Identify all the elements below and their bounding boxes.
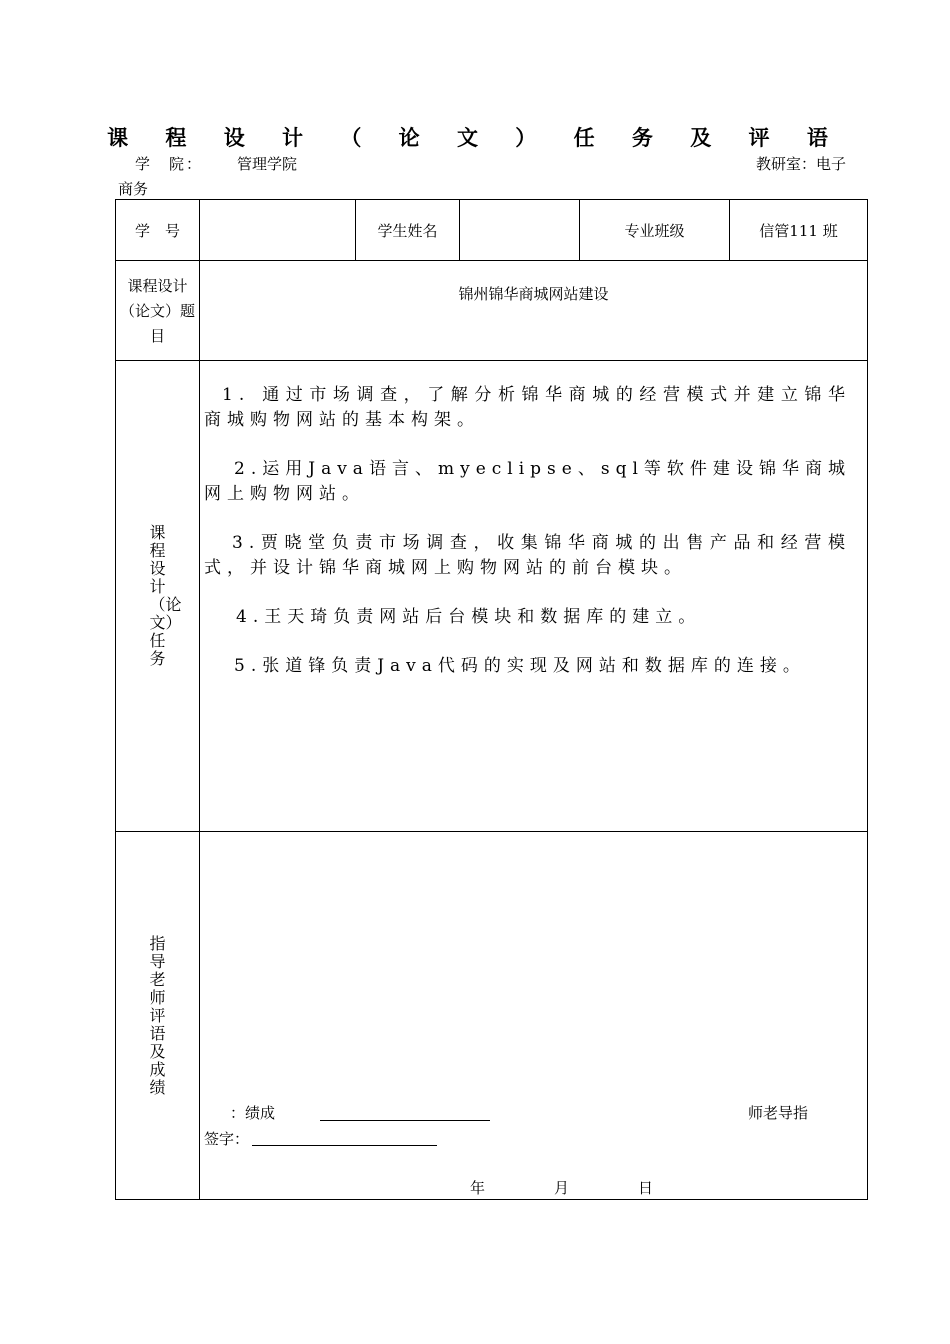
college-label: 学 院：	[135, 155, 204, 173]
student-name-label: 学生姓名	[356, 200, 460, 261]
comment-content	[200, 832, 868, 1200]
task-item-4: 4.王天琦负责网站后台模块和数据库的建立。	[236, 607, 702, 627]
comment-label: 指导老师评语及成绩	[116, 832, 200, 1200]
advisor-label: 师老导指	[748, 1104, 809, 1122]
college-value: 管理学院	[237, 155, 298, 173]
date-month: 月	[554, 1179, 570, 1197]
grade-field[interactable]	[320, 1120, 490, 1121]
student-name-field[interactable]	[460, 200, 580, 261]
office-label: 教研室：电子	[756, 155, 847, 173]
task-content	[200, 361, 868, 832]
task-item-1: 1. 通过市场调查，了解分析锦华商城的经营模式并建立锦华商城购物网站的基本构架。	[204, 385, 851, 430]
signature-label: 签字：	[204, 1130, 250, 1148]
topic-label: 课程设计（论文）题目	[116, 261, 200, 361]
comment-row	[116, 832, 868, 1200]
info-row	[116, 200, 868, 261]
task-label: 课程设计（论文）任务	[116, 361, 200, 832]
office-label-wrap: 商务	[118, 180, 149, 198]
date-day: 日	[638, 1179, 654, 1197]
task-row	[116, 361, 868, 832]
grade-label: ：绩成	[230, 1104, 276, 1122]
page-title: 课 程 设 计 （ 论 文 ） 任 务 及 评 语	[107, 125, 843, 150]
date-year: 年	[470, 1179, 486, 1197]
task-item-2: 2.运用Java语言、myeclipse、sql等软件建设锦华商城网上购物网站。	[204, 459, 851, 504]
task-item-5: 5.张道锋负责Java代码的实现及网站和数据库的连接。	[234, 656, 806, 676]
class-value: 信管111 班	[730, 200, 868, 261]
topic-value: 锦州锦华商城网站建设	[200, 261, 868, 361]
signature-field[interactable]	[252, 1145, 437, 1146]
task-form-table	[115, 199, 868, 1200]
task-item-3: 3.贾晓堂负责市场调查，收集锦华商城的出售产品和经营模式，并设计锦华商城网上购物网站的前台模块。	[204, 533, 851, 578]
class-label: 专业班级	[580, 200, 730, 261]
student-id-label: 学 号	[116, 200, 200, 261]
student-id-field[interactable]	[200, 200, 356, 261]
topic-row	[116, 261, 868, 361]
